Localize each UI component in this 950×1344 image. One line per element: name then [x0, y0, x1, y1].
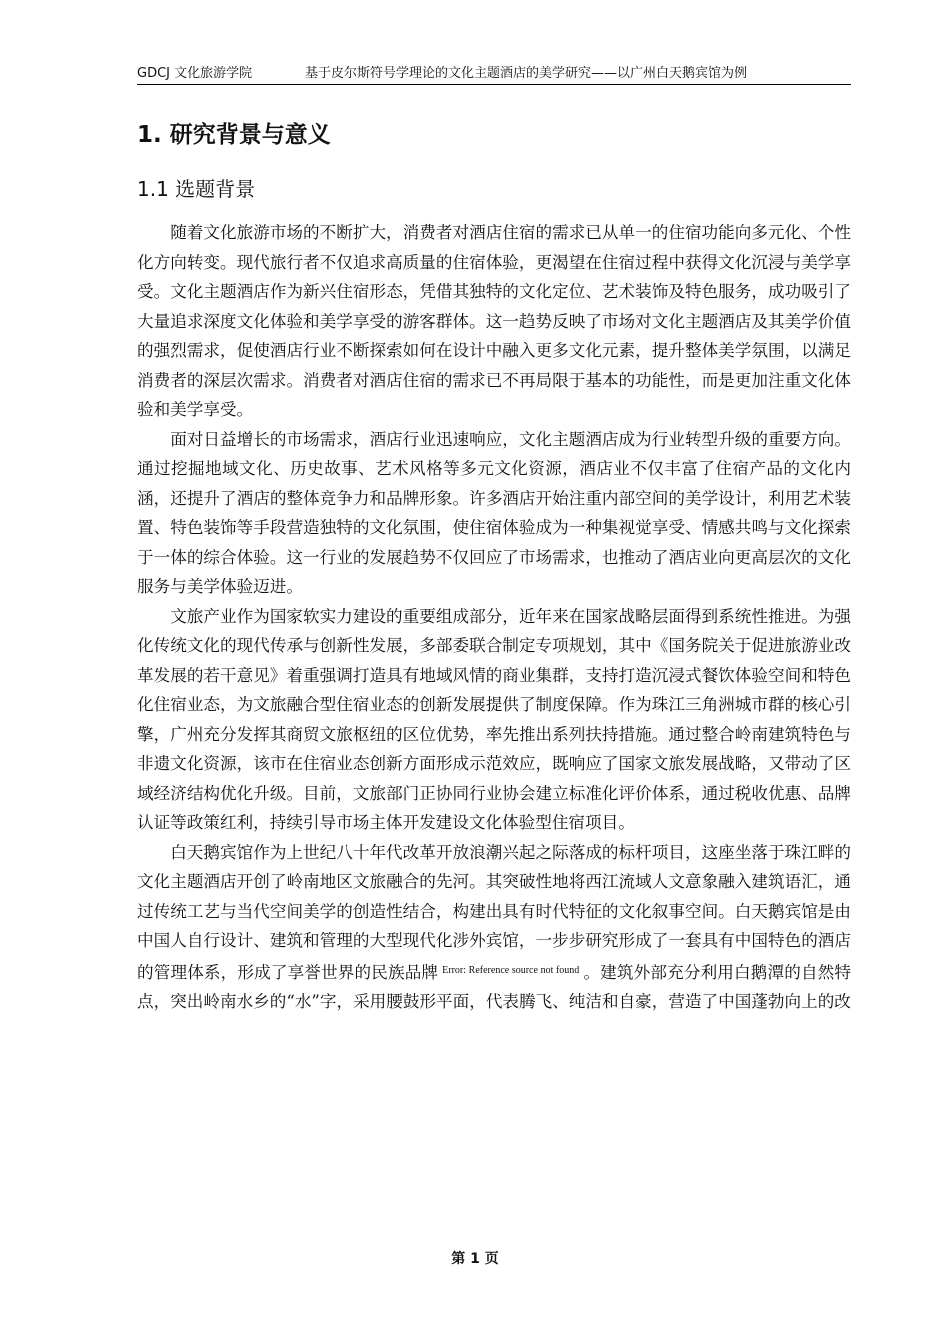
header-paper-title: 基于皮尔斯符号学理论的文化主题酒店的美学研究——以广州白天鹅宾馆为例 — [305, 66, 748, 81]
paragraph: 面对日益增长的市场需求，酒店行业迅速响应，文化主题酒店成为行业转型升级的重要方向。通过挖掘地域文化、历史故事、艺术风格等多元文化资源，酒店业不仅丰富了住宿产品的文化内涵，还提升了酒店的整体竞争力和品牌形象。许多酒店开始注重内部空间的美学设计，利用艺术装置、特色装饰等手段营造独特的文化氛围，使住宿体验成为一种集视觉享受、情感共鸣与文化探索于一体的综合体验。这一行业的发展趋势不仅回应了市场需求，也推动了酒店业向更高层次的文化服务与美学体验迈进。 — [137, 429, 851, 596]
paragraph: 文旅产业作为国家软实力建设的重要组成部分，近年来在国家战略层面得到系统性推进。为强化传统文化的现代传承与创新性发展，多部委联合制定专项规划，其中《国务院关于促进旅游业改革发展的若干意见》着重强调打造具有地域风情的商业集群，支持打造沉浸式餐饮体验空间和特色化住宿业态，为文旅融合型住宿业态的创新发展提供了制度保障。作为珠江三角洲城市群的核心引擎，广州充分发挥其商贸文旅枢纽的区位优势，率先推出系列扶持措施。通过整合岭南建筑特色与非遗文化资源，该市在住宿业态创新方面形成示范效应，既响应了国家文旅发展战略，又带动了区域经济结构优化升级。目前，文旅部门正协同行业协会建立标准化评价体系，通过税收优惠、品牌认证等政策红利，持续引导市场主体开发建设文化体验型住宿项目。 — [137, 606, 851, 832]
page-number: 第 1 页 — [451, 1251, 499, 1267]
paragraph: 随着文化旅游市场的不断扩大，消费者对酒店住宿的需求已从单一的住宿功能向多元化、个性化方向转变。现代旅行者不仅追求高质量的住宿体验，更渴望在住宿过程中获得文化沉浸与美学享受。文化主题酒店作为新兴住宿形态，凭借其独特的文化定位、艺术装饰及特色服务，成功吸引了大量追求深度文化体验和美学享受的游客群体。这一趋势反映了市场对文化主题酒店及其美学价值的强烈需求，促使酒店行业不断探索如何在设计中融入更多文化元素，提升整体美学氛围，以满足消费者的深层次需求。消费者对酒店住宿的需求已不再局限于基本的功能性，而是更加注重文化体验和美学享受。 — [137, 223, 851, 419]
page-header — [137, 64, 851, 85]
subsection-heading: 1.1 选题背景 — [137, 177, 256, 201]
section-heading: 1. 研究背景与意义 — [137, 122, 331, 148]
paragraph-last — [137, 838, 851, 1017]
header-institute: GDCJ 文化旅游学院 — [137, 66, 253, 81]
paragraph-text-after-ref: 。建筑外部充分利用白鹅潭的自然特点，突出岭南水乡的“水”字，采用腰鼓形平面，代表腾飞、纯洁和自豪，营造了中国蓬勃向上的改 — [137, 962, 852, 1011]
body-text — [137, 218, 851, 1017]
paragraph-text-before-ref: 白天鹅宾馆作为上世纪八十年代改革开放浪潮兴起之际落成的标杆项目，这座坐落于珠江畔的文化主题酒店开创了岭南地区文旅融合的先河。其突破性地将西江流域人文意象融入建筑语汇，通过传统工艺与当代空间美学的创造性结合，构建出具有时代特征的文化叙事空间。白天鹅宾馆是由中国人自行设计、建筑和管理的大型现代化涉外宾馆，一步步研究形成了一套具有中国特色的酒店的管理体系，形成了享誉世界的民族品牌 — [137, 842, 851, 982]
reference-error-marker: Error: Reference source not found — [442, 964, 580, 976]
